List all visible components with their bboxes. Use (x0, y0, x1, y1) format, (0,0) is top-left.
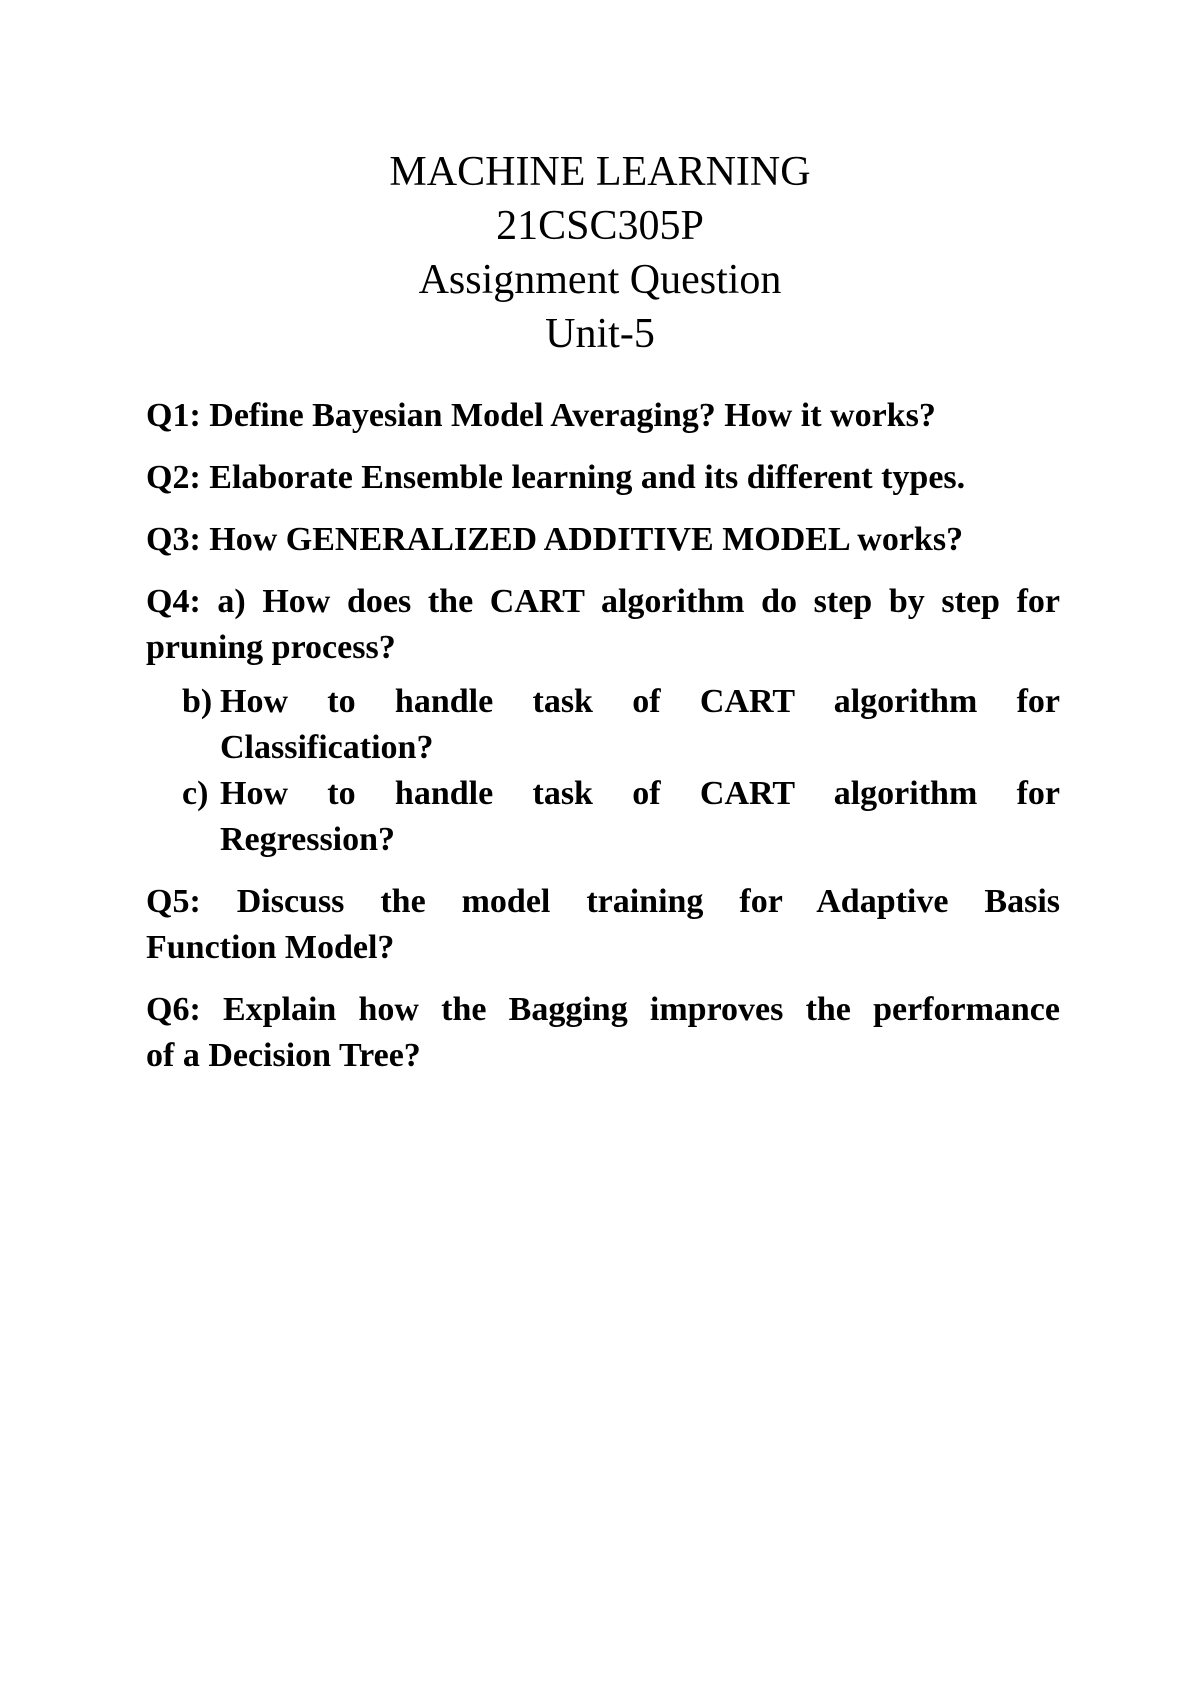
course-title: MACHINE LEARNING (389, 149, 811, 195)
question-4b-line-2: Classification? (220, 729, 434, 766)
question-4-subparts (146, 679, 1060, 863)
question-6-line-2: of a Decision Tree? (146, 1037, 421, 1074)
question-4-line-1: Q4: a) How does the CART algorithm do step by step for (146, 583, 1060, 620)
question-1: Q1: Define Bayesian Model Averaging? How it works? (146, 397, 936, 434)
question-2: Q2: Elaborate Ensemble learning and its different types. (146, 459, 966, 496)
question-6-line-1: Q6: Explain how the Bagging improves the performance (146, 991, 1060, 1028)
question-4b-label: b) (182, 683, 213, 720)
question-5-line-2: Function Model? (146, 929, 395, 966)
question-4c-line-1: How to handle task of CART algorithm for (220, 775, 1060, 812)
course-code: 21CSC305P (496, 203, 704, 249)
question-5-line-1: Q5: Discuss the model training for Adaptive Basis (146, 883, 1060, 920)
question-4 (146, 579, 1060, 671)
question-4c (146, 771, 1060, 863)
question-6 (146, 987, 1060, 1079)
document-header (0, 145, 1200, 361)
document-type: Assignment Question (418, 257, 782, 303)
question-4b (146, 679, 1060, 771)
question-3: Q3: How GENERALIZED ADDITIVE MODEL works? (146, 521, 964, 558)
question-list (146, 393, 1060, 1095)
question-4-line-2: pruning process? (146, 629, 396, 666)
question-5 (146, 879, 1060, 971)
unit-label: Unit-5 (545, 311, 655, 357)
question-4c-line-2: Regression? (220, 821, 396, 858)
question-4c-label: c) (182, 775, 209, 812)
question-4b-line-1: How to handle task of CART algorithm for (220, 683, 1060, 720)
